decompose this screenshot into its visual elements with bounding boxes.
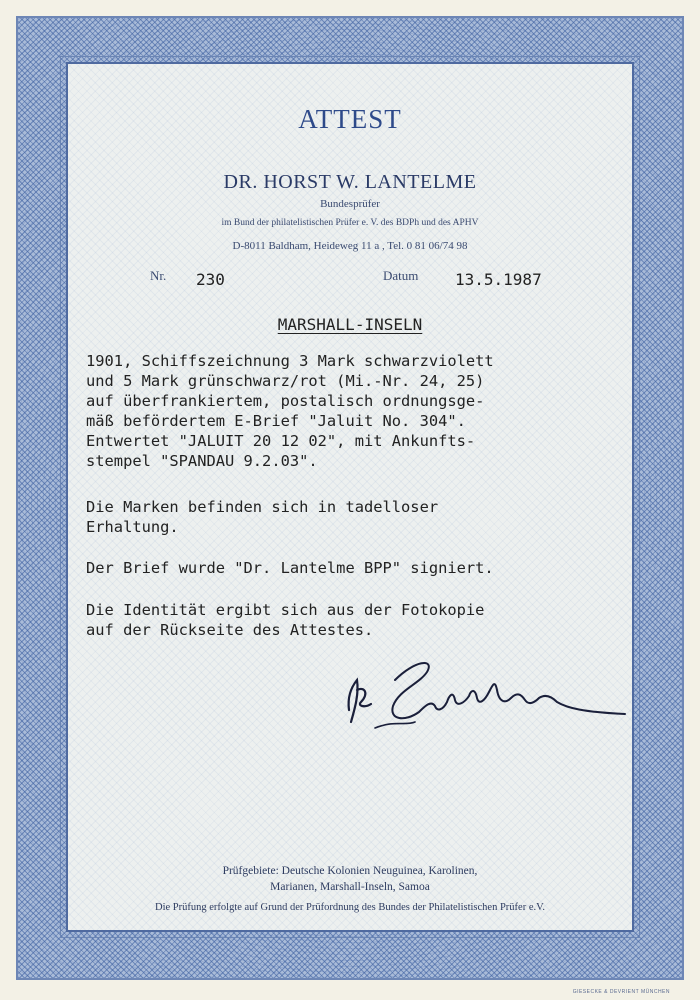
description-paragraph: 1901, Schiffszeichnung 3 Mark schwarzviolett und 5 Mark grünschwarz/rot (Mi.-Nr. 24, 25) auf überfrankiertem, postalisch ordnungsge- mäß befördertem E-Brief "Jaluit No. 304". Entwertet "JALUIT 20 12 02", mit Ankunfts- stempel "SPANDAU 9.2.03". [86,352,494,470]
examiner-name: DR. HORST W. LANTELME [223,171,477,193]
identity-paragraph: Die Identität ergibt sich aus der Fotokopie auf der Rückseite des Attestes. [86,601,485,639]
subject-heading: MARSHALL-INSELN [277,315,423,334]
condition-paragraph: Die Marken befinden sich in tadelloser Erhaltung. [86,498,439,536]
examiner-association: im Bund der philatelistischen Prüfer e. V. des BDPh und des APHV [221,218,479,228]
date-value: 13.5.1987 [455,270,542,289]
number-label: Nr. [150,268,167,283]
certificate-title: ATTEST [298,104,402,134]
examination-areas-line2: Marianen, Marshall-Inseln, Samoa [270,881,430,893]
number-value: 230 [196,270,225,289]
date-label: Datum [383,268,419,283]
examination-areas-line1: Prüfgebiete: Deutsche Kolonien Neuguinea, Karolinen, [222,865,478,877]
examiner-role: Bundesprüfer [320,198,380,210]
handwritten-signature-icon [335,650,635,740]
printer-imprint: GIESECKE & DEVRIENT MÜNCHEN [572,989,670,995]
signed-paragraph: Der Brief wurde "Dr. Lantelme BPP" signiert. [86,559,494,577]
examination-rules-note: Die Prüfung erfolgte auf Grund der Prüfordnung des Bundes der Philatelistischen Prüfer e.V. [155,902,545,913]
examiner-address: D-8011 Baldham, Heideweg 11 a , Tel. 0 81 06/74 98 [232,240,468,252]
